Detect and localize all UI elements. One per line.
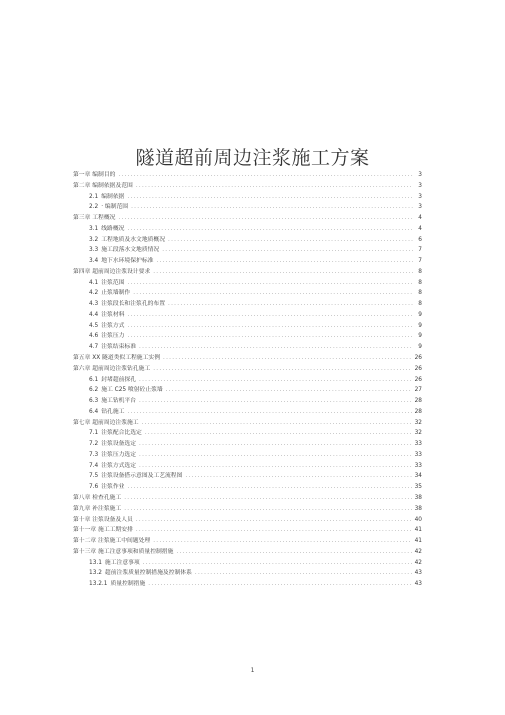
toc-entry-label: 注浆压力选定 xyxy=(101,451,137,458)
toc-dot-leader xyxy=(142,418,412,429)
toc-entry-number: 2.2 xyxy=(89,204,99,211)
toc-dot-leader xyxy=(139,439,412,450)
toc-entry-page: 8 xyxy=(418,301,422,308)
toc-dot-leader xyxy=(163,353,412,364)
toc-dot-leader xyxy=(176,547,411,558)
toc-entry[interactable] xyxy=(73,536,422,547)
toc-dot-leader xyxy=(136,181,413,192)
page-number: 1 xyxy=(250,667,255,674)
toc-entry[interactable] xyxy=(73,396,422,407)
toc-entry[interactable] xyxy=(73,299,422,310)
toc-entry-page: 26 xyxy=(414,365,422,372)
toc-entry-page: 41 xyxy=(414,538,422,545)
toc-entry-number: 3.2 xyxy=(89,236,99,243)
toc-entry-page: 3 xyxy=(418,172,422,178)
toc-entry-number: 13.2.1 xyxy=(89,581,108,588)
toc-entry-page: 38 xyxy=(414,494,422,501)
table-of-contents xyxy=(73,170,422,590)
toc-entry-label: 质量控制措施 xyxy=(110,581,146,588)
toc-entry-label: 止浆墙制作 xyxy=(101,290,131,297)
toc-entry[interactable] xyxy=(73,407,422,418)
toc-entry[interactable] xyxy=(73,213,422,224)
toc-entry-label: 注浆段长和注浆孔的布置 xyxy=(101,301,166,308)
toc-entry[interactable] xyxy=(73,547,422,558)
toc-dot-leader xyxy=(162,245,413,256)
toc-entry-page: 38 xyxy=(414,505,422,512)
toc-dot-leader xyxy=(168,235,413,246)
toc-dot-leader xyxy=(153,536,411,547)
toc-entry-label: 注浆压力 xyxy=(101,333,125,340)
toc-entry-page: 26 xyxy=(414,376,422,383)
toc-entry-label: 注浆结束标准 xyxy=(101,344,137,351)
toc-entry-number: 6.1 xyxy=(89,376,99,383)
toc-entry-page: 9 xyxy=(418,322,422,329)
toc-entry-number: 6.4 xyxy=(89,408,99,415)
toc-dot-leader xyxy=(139,461,412,472)
toc-entry[interactable] xyxy=(73,461,422,472)
toc-entry-label: 钻孔施工 xyxy=(101,408,125,415)
toc-entry-label: 注浆材料 xyxy=(101,311,125,318)
toc-dot-leader xyxy=(118,213,413,224)
toc-entry-label: 第三章 工程概况 xyxy=(73,215,116,222)
toc-entry-page: 41 xyxy=(414,527,422,534)
toc-dot-leader xyxy=(153,364,411,375)
toc-entry[interactable] xyxy=(73,579,422,590)
toc-entry-page: 27 xyxy=(414,387,422,394)
toc-entry-page: 40 xyxy=(414,516,422,523)
toc-entry-number: 3.1 xyxy=(89,225,99,232)
toc-entry-page: 4 xyxy=(418,225,422,232)
toc-entry-page: 26 xyxy=(414,355,422,362)
toc-entry-number: 7.1 xyxy=(89,430,99,437)
toc-entry[interactable] xyxy=(73,418,422,429)
toc-entry-label: 注浆作业 xyxy=(101,484,125,491)
toc-entry-label: 第五章 XX 隧道类似工程施工实例 xyxy=(73,355,160,362)
toc-entry-number: 7.3 xyxy=(89,451,99,458)
toc-entry-label: 施工注意事项 xyxy=(104,559,140,566)
toc-dot-leader xyxy=(133,288,413,299)
toc-entry-page: 28 xyxy=(414,398,422,405)
toc-dot-leader xyxy=(156,256,413,267)
toc-entry-page: 8 xyxy=(418,279,422,286)
toc-entry-label: 注浆方式选定 xyxy=(101,462,137,469)
toc-entry-label: 施工钻机平台 xyxy=(101,398,137,405)
toc-entry-page: 9 xyxy=(418,333,422,340)
toc-dot-leader xyxy=(127,321,413,332)
toc-entry-label: 编制依据 xyxy=(101,193,125,200)
toc-entry[interactable] xyxy=(73,310,422,321)
toc-entry[interactable] xyxy=(73,202,422,213)
toc-entry[interactable] xyxy=(73,482,422,493)
toc-entry-page: 3 xyxy=(418,204,422,211)
toc-entry-label: 第一章 编制目的 xyxy=(73,172,116,178)
toc-dot-leader xyxy=(139,450,412,461)
toc-entry[interactable] xyxy=(73,493,422,504)
toc-entry-label: · 编制范围 xyxy=(101,204,129,211)
toc-entry-page: 33 xyxy=(414,462,422,469)
toc-entry-number: 4.6 xyxy=(89,333,99,340)
toc-dot-leader xyxy=(145,428,412,439)
toc-entry-number: 4.2 xyxy=(89,290,99,297)
toc-entry-number: 7.5 xyxy=(89,473,99,480)
toc-entry-label: 第十一章 施工工期安排 xyxy=(73,527,133,534)
toc-dot-leader xyxy=(118,170,413,181)
toc-dot-leader xyxy=(136,515,412,526)
toc-entry-number: 7.6 xyxy=(89,484,99,491)
toc-dot-leader xyxy=(195,568,412,579)
toc-entry-page: 43 xyxy=(414,581,422,588)
toc-entry-number: 7.4 xyxy=(89,462,99,469)
toc-entry[interactable] xyxy=(73,558,422,569)
toc-dot-leader xyxy=(127,224,413,235)
toc-entry-label: 第十三章 施工注意事项和质量控制措施 xyxy=(73,548,174,555)
toc-dot-leader xyxy=(166,385,412,396)
toc-entry-number: 13.2 xyxy=(89,570,102,577)
toc-entry-label: 线路概况 xyxy=(101,225,125,232)
toc-entry-page: 4 xyxy=(418,215,422,222)
toc-entry-label: 第七章 超前周边注浆施工 xyxy=(73,419,139,426)
toc-entry[interactable] xyxy=(73,525,422,536)
toc-entry-label: 施工 C25 喷射砼止浆墙 xyxy=(101,387,163,394)
toc-dot-leader xyxy=(148,579,411,590)
toc-dot-leader xyxy=(139,342,413,353)
toc-entry-page: 8 xyxy=(418,290,422,297)
toc-dot-leader xyxy=(127,310,413,321)
toc-entry-page: 33 xyxy=(414,451,422,458)
toc-dot-leader xyxy=(185,471,411,482)
toc-entry-page: 33 xyxy=(414,441,422,448)
toc-entry-label: 封堵超前探孔 xyxy=(101,376,137,383)
toc-entry[interactable] xyxy=(73,278,422,289)
toc-entry-number: 2.1 xyxy=(89,193,99,200)
toc-entry-page: 7 xyxy=(418,258,422,265)
toc-entry-label: 施工段落水文地质情况 xyxy=(101,247,160,254)
toc-entry-page: 35 xyxy=(414,484,422,491)
toc-dot-leader xyxy=(124,504,411,515)
toc-entry-label: 第二章 编制依据及范围 xyxy=(73,182,133,189)
toc-dot-leader xyxy=(168,299,413,310)
toc-entry-label: 第九章 补注浆施工 xyxy=(73,505,122,512)
toc-entry[interactable] xyxy=(73,439,422,450)
toc-entry-page: 9 xyxy=(418,311,422,318)
toc-entry-page: 8 xyxy=(418,268,422,275)
toc-entry[interactable] xyxy=(73,224,422,235)
toc-dot-leader xyxy=(127,482,411,493)
toc-entry[interactable] xyxy=(73,515,422,526)
toc-entry[interactable] xyxy=(73,568,422,579)
toc-dot-leader xyxy=(127,192,413,203)
document-title: 隧道超前周边注浆施工方案 xyxy=(135,147,370,169)
toc-entry-label: 第八章 检查孔施工 xyxy=(73,494,122,501)
toc-dot-leader xyxy=(124,493,411,504)
toc-entry-number: 4.1 xyxy=(89,279,99,286)
toc-entry-label: 第六章 超前周边注浆钻孔施工 xyxy=(73,365,151,372)
toc-entry-page: 9 xyxy=(418,344,422,351)
toc-entry-label: 注浆范围 xyxy=(101,279,125,286)
toc-entry[interactable] xyxy=(73,321,422,332)
toc-dot-leader xyxy=(136,525,412,536)
toc-entry[interactable] xyxy=(73,353,422,364)
toc-entry-page: 6 xyxy=(418,236,422,243)
toc-entry[interactable] xyxy=(73,385,422,396)
toc-entry-number: 6.2 xyxy=(89,387,99,394)
toc-dot-leader xyxy=(127,407,411,418)
toc-entry-label: 注浆方式 xyxy=(101,322,125,329)
toc-dot-leader xyxy=(153,267,413,278)
toc-entry-number: 13.1 xyxy=(89,559,102,566)
toc-entry-number: 3.3 xyxy=(89,247,99,254)
toc-entry-page: 32 xyxy=(414,430,422,437)
toc-entry[interactable] xyxy=(73,256,422,267)
toc-entry[interactable] xyxy=(73,288,422,299)
toc-entry-page: 28 xyxy=(414,408,422,415)
toc-entry-page: 32 xyxy=(414,419,422,426)
toc-entry[interactable] xyxy=(73,504,422,515)
toc-entry-page: 34 xyxy=(414,473,422,480)
toc-entry[interactable] xyxy=(73,235,422,246)
toc-entry-page: 3 xyxy=(418,193,422,200)
toc-entry-label: 第十章 注浆设备及人员 xyxy=(73,516,133,523)
toc-entry-page: 42 xyxy=(414,559,422,566)
toc-entry-page: 42 xyxy=(414,548,422,555)
toc-entry[interactable] xyxy=(73,192,422,203)
toc-entry[interactable] xyxy=(73,471,422,482)
toc-entry-number: 3.4 xyxy=(89,258,99,265)
toc-entry-label: 工程地质及水文地质概况 xyxy=(101,236,166,243)
toc-entry[interactable] xyxy=(73,181,422,192)
toc-entry[interactable] xyxy=(73,245,422,256)
toc-entry-number: 4.5 xyxy=(89,322,99,329)
toc-entry-label: 超前注浆质量控制措施及控制体系 xyxy=(104,570,192,577)
toc-dot-leader xyxy=(143,558,412,569)
toc-dot-leader xyxy=(139,396,412,407)
toc-entry-page: 43 xyxy=(414,570,422,577)
toc-entry[interactable] xyxy=(73,450,422,461)
toc-entry-label: 第十二章 注浆施工中间题处理 xyxy=(73,538,151,545)
toc-entry[interactable] xyxy=(73,170,422,181)
toc-entry-label: 注浆设备搭示意图及工艺流程图 xyxy=(101,473,183,480)
toc-entry-page: 3 xyxy=(418,182,422,189)
toc-dot-leader xyxy=(127,278,413,289)
toc-entry[interactable] xyxy=(73,375,422,386)
toc-entry-number: 4.4 xyxy=(89,311,99,318)
toc-entry[interactable] xyxy=(73,342,422,353)
toc-entry[interactable] xyxy=(73,364,422,375)
toc-dot-leader xyxy=(139,375,412,386)
toc-dot-leader xyxy=(131,202,413,213)
toc-entry-number: 6.3 xyxy=(89,398,99,405)
toc-entry-label: 地下水环境保护标准 xyxy=(101,258,154,265)
toc-entry-label: 注浆设备选定 xyxy=(101,441,137,448)
toc-entry-label: 注浆配合比选定 xyxy=(101,430,142,437)
toc-entry-number: 4.3 xyxy=(89,301,99,308)
toc-entry[interactable] xyxy=(73,267,422,278)
toc-entry-label: 第四章 超前周边注浆设计要求 xyxy=(73,268,151,275)
toc-entry[interactable] xyxy=(73,331,422,342)
toc-entry-number: 7.2 xyxy=(89,441,99,448)
toc-entry[interactable] xyxy=(73,428,422,439)
toc-entry-number: 4.7 xyxy=(89,344,99,351)
toc-entry-page: 7 xyxy=(418,247,422,254)
toc-dot-leader xyxy=(127,331,413,342)
